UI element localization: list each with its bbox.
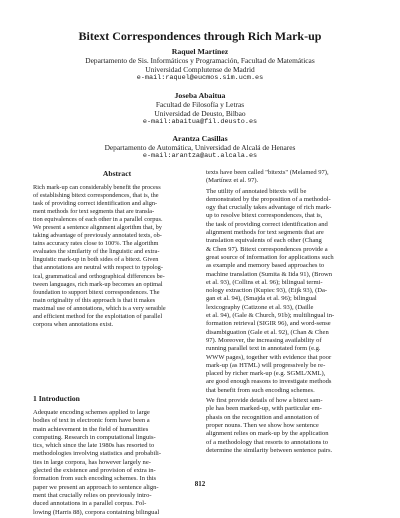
author-affiliation: Departamento de Sis. Informáticos y Programación, Facultad de Matemáticas bbox=[85, 56, 315, 65]
body-line: machine translation (Sumita & Iida 91), (Brown bbox=[206, 270, 332, 278]
author-name: Joseba Abaitua bbox=[174, 91, 226, 100]
intro-line: lowing (Harris 88), corpora containing bilingual bbox=[33, 508, 160, 516]
body-line: mark-up (as HTML) will progressively be re- bbox=[206, 361, 326, 369]
introduction-body bbox=[33, 409, 201, 517]
body-line: up to resolve bitext correspondences, that is, bbox=[206, 212, 323, 220]
intro-line: duced annotations in a parallel corpus. Fol- bbox=[33, 500, 147, 508]
abstract-line: taking advantage of previously annotated texts, ob- bbox=[33, 232, 162, 240]
abstract-heading: Abstract bbox=[102, 169, 132, 178]
abstract-line: main originality of this approach is that it makes bbox=[33, 296, 156, 304]
intro-line: computing. Research in computational linguis- bbox=[33, 433, 156, 441]
author-block-2 bbox=[0, 91, 400, 127]
abstract-line: tains accuracy rates close to 100%. The algorithm bbox=[33, 240, 159, 248]
body-line: gan et al. 94), (Smajda et al. 96); bilingual bbox=[206, 295, 317, 303]
body-line: as example and memory based approaches to bbox=[206, 262, 325, 270]
body-line: placed by richer mark-up (e.g. SGML/XML), bbox=[206, 370, 326, 378]
body-line: formation retrieval (SIGIR 96), and word-sense bbox=[206, 320, 331, 328]
body-line: nology extraction (Kupiec 93), (Eijk 93), (Da- bbox=[206, 287, 328, 295]
body-line: (Martínez et al. 97). bbox=[206, 177, 259, 185]
author-affiliation: Universidad Complutense de Madrid bbox=[145, 65, 255, 74]
abstract-line: foundation to support bitext correspondences. The bbox=[33, 288, 160, 296]
body-line: the task of providing correct identification and bbox=[206, 220, 328, 228]
body-line: phasis on the recognition and annotation of bbox=[206, 413, 320, 421]
body-line: ple has been marked-up, with particular em- bbox=[206, 405, 322, 413]
body-line: 97). Moreover, the increasing availability of bbox=[206, 336, 322, 344]
page-number: 812 bbox=[194, 480, 206, 488]
body-line: WWW pages), together with evidence that poor bbox=[206, 353, 332, 361]
body-line: & Chen 97). Bitext correspondences provide a bbox=[206, 245, 328, 253]
author-email: e-mail:arantza@aut.alcala.es bbox=[142, 152, 258, 160]
body-line: translation equivalents of each other (Chang bbox=[206, 237, 322, 245]
intro-line: paper we present an approach to sentence align- bbox=[33, 483, 159, 491]
body-line: We first provide details of how a bitext sam- bbox=[206, 397, 323, 405]
body-line: determine the similarity between sentence pairs. bbox=[206, 446, 333, 454]
body-line: running parallel text in annotated form (e.g. bbox=[206, 345, 321, 353]
intro-line: main achievement in the field of humanities bbox=[33, 425, 149, 433]
author-block-3 bbox=[0, 134, 400, 161]
intro-line: ties in large corpora, has however largely ne- bbox=[33, 458, 151, 466]
body-line: alignment methods for text segments that are bbox=[206, 229, 324, 237]
body-line: great source of information for applications such bbox=[206, 253, 334, 261]
intro-line: methodologies involving statistics and probabili- bbox=[33, 450, 162, 458]
intro-line: bodies of text in electronic form have been a bbox=[33, 417, 150, 425]
right-column-body bbox=[206, 169, 374, 455]
abstract-line: that annotations are neutral with respect to typolog- bbox=[33, 264, 163, 272]
author-email: e-mail:abaitua@fil.deusto.es bbox=[142, 118, 258, 126]
body-line: lexicography (Catizone et al. 93), (Daille bbox=[206, 303, 314, 311]
abstract-line: corpora when annotations exist. bbox=[33, 320, 114, 328]
body-line: ogy that crucially takes advantage of rich mark- bbox=[206, 204, 332, 212]
body-line: The utility of annotated bitexts will be bbox=[206, 187, 307, 195]
body-line: alignment relies on mark-up by the application bbox=[206, 430, 329, 438]
intro-line: Adequate encoding schemes applied to large bbox=[33, 409, 150, 416]
abstract-line: tween languages, rich mark-up becomes an optimal bbox=[33, 280, 163, 288]
abstract-line: and efficient method for the exploitation of parallel bbox=[33, 312, 163, 320]
body-line: are good enough reasons to investigate methods bbox=[206, 378, 332, 386]
abstract-line: Rich mark-up can considerably benefit the process bbox=[33, 184, 161, 191]
intro-line: glected the existence and provision of extra in- bbox=[33, 467, 156, 475]
body-line: demonstrated by the proposition of a methodol- bbox=[206, 195, 331, 203]
abstract-line: task of providing correct identification and align- bbox=[33, 200, 158, 208]
section-heading: 1 Introduction bbox=[33, 394, 80, 403]
intro-line: tics, which since the late 1980s has resorted to bbox=[33, 442, 155, 450]
body-line: texts have been called "bitexts" (Melamed 97), bbox=[206, 169, 329, 176]
abstract-line: of establishing bitext correspondences, that is, the bbox=[33, 192, 159, 200]
author-name: Raquel Martínez bbox=[171, 47, 229, 56]
body-line: that benefit from such encoding schemes. bbox=[206, 386, 315, 394]
abstract-line: evaluates the similarity of the linguistic and extra- bbox=[33, 248, 160, 256]
abstract-line: ment methods for text segments that are transla- bbox=[33, 208, 155, 216]
abstract-line: tion equivalences of each other in a parallel corpus. bbox=[33, 216, 163, 224]
author-email: e-mail:raquel@eucmos.sim.ucm.es bbox=[136, 74, 264, 82]
author-name: Arantza Casillas bbox=[172, 134, 228, 143]
author-block-1 bbox=[0, 47, 400, 83]
intro-line: formation from such encoding schemes. In this bbox=[33, 475, 157, 483]
author-affiliation: Facultad de Filosofía y Letras bbox=[155, 100, 245, 109]
author-affiliation: Departamento de Automática, Universidad de Alcalá de Henares bbox=[104, 143, 296, 152]
abstract-line: linguistic mark-up in both sides of a bitext. Given bbox=[33, 256, 159, 264]
body-line: proper nouns. Then we show how sentence bbox=[206, 421, 319, 429]
body-line: disambiguation (Gale et al. 92), (Chan & Chen bbox=[206, 328, 329, 336]
body-line: of a methodology that resorts to annotations to bbox=[206, 438, 329, 446]
body-line: et al. 93), (Collins et al. 96); bilingual termi- bbox=[206, 278, 323, 286]
abstract-line: maximal use of annotations, which is a very sensible bbox=[33, 304, 166, 312]
intro-line: ment that crucially relies on previously intro- bbox=[33, 491, 152, 499]
abstract-body bbox=[33, 184, 201, 329]
abstract-line: We present a sentence alignment algorithm that, by bbox=[33, 224, 162, 232]
body-line: et al. 94), (Gale & Church, 91b); multilingual in- bbox=[206, 312, 335, 320]
author-affiliation: Universidad de Deusto, Bilbao bbox=[154, 109, 246, 118]
paper-title: Bitext Correspondences through Rich Mark-up bbox=[78, 29, 322, 43]
abstract-line: ical, grammatical and orthographical differences be- bbox=[33, 272, 165, 280]
